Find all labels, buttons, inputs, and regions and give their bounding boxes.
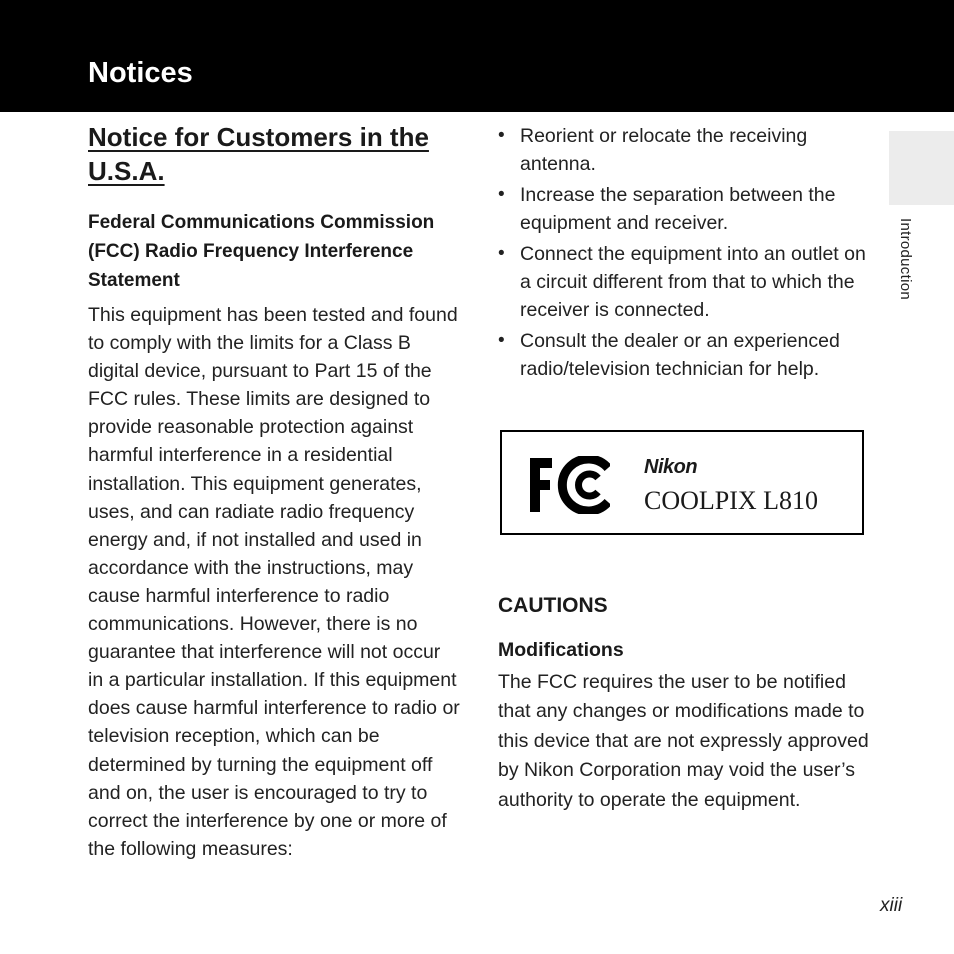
list-item <box>498 327 870 383</box>
measure-text: Consult the dealer or an experienced radio/television technician for help. <box>520 330 840 380</box>
right-column <box>498 122 870 386</box>
page-number: xiii <box>880 895 903 916</box>
list-item <box>498 181 870 237</box>
brand-logo: Nikon <box>644 456 698 478</box>
side-tab-label: Introduction <box>897 218 914 300</box>
section-title: Notice for Customers in the U.S.A. <box>88 122 429 186</box>
side-tab <box>889 131 954 205</box>
fcc-statement-heading: Federal Communications Commission (FCC) Radio Frequency Interference Statement <box>88 212 435 291</box>
fcc-statement-body: This equipment has been tested and found to comply with the limits for a Class B digital device, pursuant to Part 15 of the FCC rules. These limits are designed to provide reasonable protection against harmful interference in a residential installation. This equipment generates, uses, and can radiate radio frequency energy and, if not installed and used in accordance with the instructions, may cause harmful interference to radio communications. However, there is no guarantee that interference will not occur in a particular installation. If this equipment does cause harmful interference to radio or television reception, which can be determined by turning the equipment off and on, the user is encouraged to try to correct the interference by one or more of the following measures: <box>88 304 460 860</box>
fcc-compliance-box <box>500 430 864 535</box>
list-item <box>498 240 870 324</box>
fcc-logo-icon <box>528 456 610 514</box>
header-bar <box>0 0 954 112</box>
modifications-body: The FCC requires the user to be notified that any changes or modifications made to this device that are not expressly approved by Nikon Corporation may void the user’s authority to operate the equipment. <box>498 671 869 811</box>
left-column <box>88 120 460 863</box>
cautions-heading: CAUTIONS <box>498 594 608 617</box>
bullet-icon: • <box>498 330 505 351</box>
measure-text: Increase the separation between the equipment and receiver. <box>520 184 836 234</box>
page-title: Notices <box>88 57 193 89</box>
bullet-icon: • <box>498 243 505 264</box>
model-name: COOLPIX L810 <box>644 486 819 515</box>
measures-list <box>498 122 870 383</box>
bullet-icon: • <box>498 184 505 205</box>
measure-text: Connect the equipment into an outlet on a circuit different from that to which the receiver is connected. <box>520 243 866 321</box>
bullet-icon: • <box>498 125 505 146</box>
modifications-heading: Modifications <box>498 639 624 661</box>
measure-text: Reorient or relocate the receiving antenna. <box>520 125 808 175</box>
list-item <box>498 122 870 178</box>
